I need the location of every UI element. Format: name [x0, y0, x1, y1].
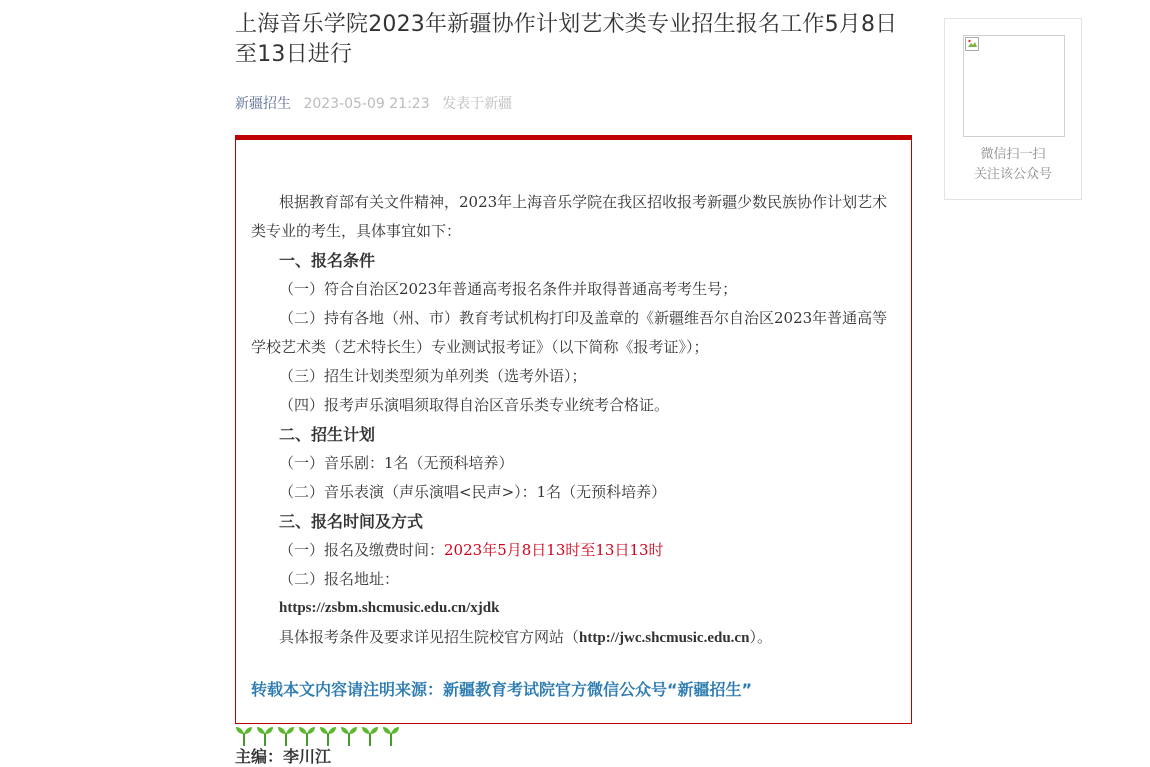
official-site-url: http://jwc.shcmusic.edu.cn — [579, 630, 750, 646]
list-item: （三）招生计划类型须为单列类（选考外语）； — [279, 367, 587, 385]
article-meta — [235, 94, 912, 114]
article-content-box — [235, 135, 912, 724]
detail-paragraph — [251, 623, 899, 653]
list-item: （二）报名地址： — [279, 570, 400, 588]
sprout-icon — [277, 724, 295, 746]
sprout-icon — [298, 724, 316, 746]
sprout-icon — [256, 724, 274, 746]
qr-caption-line1: 微信扫一扫 — [980, 147, 1046, 162]
detail-suffix: ）。 — [749, 628, 772, 646]
detail-prefix: 具体报考条件及要求详见招生院校官方网站（ — [279, 628, 580, 646]
qr-caption-line2: 关注该公众号 — [973, 167, 1052, 182]
list-item: （一）符合自治区2023年普通高考报名条件并取得普通高考考生号； — [279, 280, 738, 298]
section-heading-time: 三、报名时间及方式 — [279, 512, 424, 531]
signup-url: https://zsbm.shcmusic.edu.cn/xjdk — [279, 600, 500, 616]
sprout-icon — [382, 724, 400, 746]
publish-date: 2023-05-09 21:23 — [303, 96, 430, 112]
list-item: （二）音乐表演（声乐演唱<民声>）：1名（无预科培养） — [279, 483, 667, 501]
qr-code-card — [944, 18, 1082, 200]
list-item: （一）音乐剧：1名（无预科培养） — [279, 454, 514, 472]
list-item: （四）报考声乐演唱须取得自治区音乐类专业统考合格证。 — [279, 396, 670, 414]
publish-location: 发表于新疆 — [442, 96, 513, 112]
list-item — [251, 536, 899, 565]
signup-time-value: 2023年5月8日13时至13日13时 — [444, 541, 664, 559]
sprout-icon — [319, 724, 337, 746]
broken-image-icon — [965, 37, 979, 51]
editor-credit: 主编：李川江 — [235, 747, 332, 766]
article-body — [251, 188, 899, 704]
section-heading-plan: 二、招生计划 — [279, 425, 376, 444]
article-title: 上海音乐学院2023年新疆协作计划艺术类专业招生报名工作5月8日至13日进行 — [235, 12, 898, 67]
section-heading-requirements: 一、报名条件 — [279, 251, 376, 270]
list-item: （二）持有各地（州、市）教育考试机构打印及盖章的《新疆维吾尔自治区2023年普通高等学校艺术类（艺术特长生）专业测试报考证》（以下简称《报考证》）； — [251, 309, 888, 356]
signup-time-label: （一）报名及缴费时间： — [279, 541, 445, 559]
sprout-icon — [235, 724, 253, 746]
repost-note: 转载本文内容请注明来源：新疆教育考试院官方微信公众号“新疆招生” — [251, 680, 753, 699]
sprout-icon — [361, 724, 379, 746]
article-header — [235, 10, 912, 114]
intro-paragraph: 根据教育部有关文件精神，2023年上海音乐学院在我区招收报考新疆少数民族协作计划艺术类专业的考生，具体事宜如下： — [251, 193, 888, 240]
account-name-link[interactable]: 新疆招生 — [235, 96, 291, 112]
qr-code-image — [963, 35, 1065, 137]
sprout-icon — [340, 724, 358, 746]
sprout-divider — [235, 724, 400, 746]
qr-caption — [945, 145, 1081, 185]
